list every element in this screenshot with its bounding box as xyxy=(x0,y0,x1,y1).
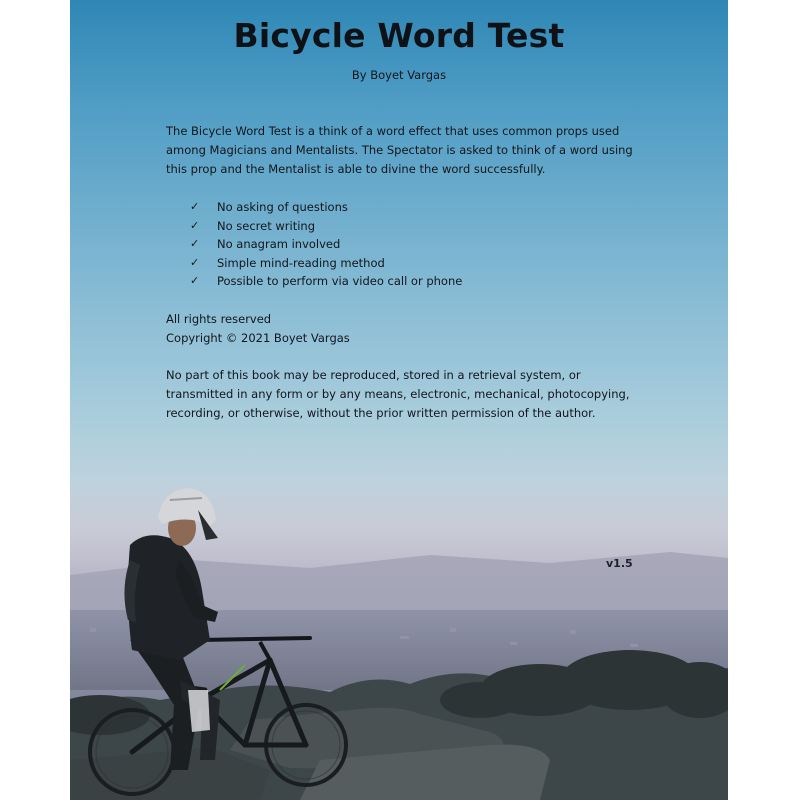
checkmark-icon: ✓ xyxy=(190,274,200,288)
feature-list xyxy=(190,198,462,291)
checkmark-icon: ✓ xyxy=(190,255,200,269)
rights-block xyxy=(166,310,636,348)
checkmark-icon: ✓ xyxy=(190,237,200,251)
checkmark-icon: ✓ xyxy=(190,218,200,232)
copyright-text: Copyright © 2021 Boyet Vargas xyxy=(166,331,350,345)
cover-title: Bicycle Word Test xyxy=(233,16,565,55)
version-label: v1.5 xyxy=(606,557,633,570)
list-item xyxy=(190,272,462,291)
legal-notice xyxy=(166,366,636,423)
legal-text: No part of this book may be reproduced, stored in a retrieval system, or transmitted in any form or by any means, electronic, mechanical, photocopying, recording, or otherwise, without the prior written permission of the author. xyxy=(166,368,630,420)
feature-text: No anagram involved xyxy=(217,237,341,252)
feature-text: Simple mind-reading method xyxy=(217,255,385,270)
feature-text: No asking of questions xyxy=(217,200,348,214)
intro-paragraph xyxy=(166,122,636,179)
author-line: By Boyet Vargas xyxy=(351,68,447,82)
list-item xyxy=(190,217,462,236)
rights-text: All rights reserved xyxy=(166,312,272,326)
list-item xyxy=(190,198,462,217)
feature-text: Possible to perform via video call or phone xyxy=(217,274,463,289)
feature-text: No secret writing xyxy=(217,218,316,233)
list-item xyxy=(190,254,462,273)
checkmark-icon: ✓ xyxy=(190,200,200,213)
book-cover xyxy=(70,0,728,800)
intro-text: The Bicycle Word Test is a think of a word effect that uses common props used among Magicians and Mentalists. The Spectator is asked to think of a word using this prop and the Mentalist is able to divine the word successfully. xyxy=(166,124,633,176)
list-item xyxy=(190,235,462,254)
